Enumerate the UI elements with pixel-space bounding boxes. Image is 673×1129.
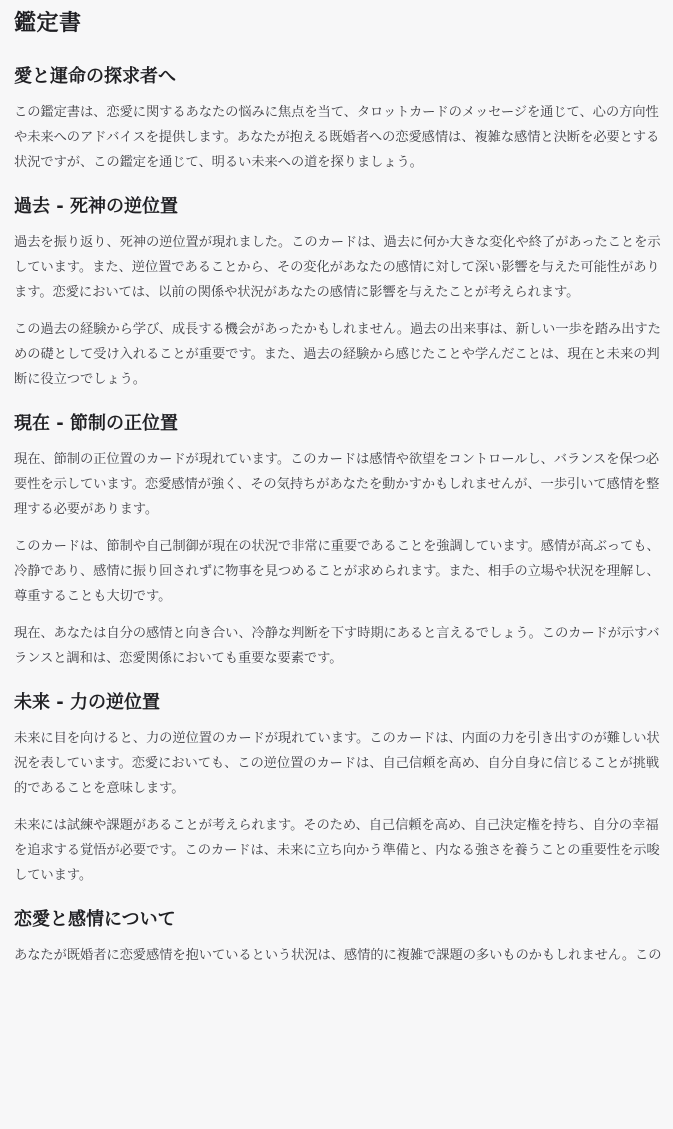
paragraph-future-2: 未来には試練や課題があることが考えられます。そのため、自己信頼を高め、自己決定権を持ち、自分の幸福を追求する覚悟が必要です。このカードは、未来に立ち向かう準備と、内なる強さを養うことの重要性を示唆しています。 bbox=[14, 818, 660, 883]
paragraph-present-2: このカードは、節制や自己制御が現在の状況で非常に重要であることを強調しています。感情が高ぶっても、冷静であり、感情に振り回されずに物事を見つめることが求められます。また、相手の立場や状況を理解し、尊重することも大切です。 bbox=[14, 539, 660, 604]
section-intro bbox=[14, 63, 663, 175]
section-present bbox=[14, 410, 663, 671]
section-past bbox=[14, 193, 663, 392]
section-heading-present: 現在 - 節制の正位置 bbox=[14, 413, 179, 434]
section-heading-intro: 愛と運命の探求者へ bbox=[14, 66, 176, 87]
paragraph-future-1: 未来に目を向けると、力の逆位置のカードが現れています。このカードは、内面の力を引き出すのが難しい状況を表しています。恋愛においても、この逆位置のカードは、自己信頼を高め、自分自身に信じることが挑戦的であることを意味します。 bbox=[14, 731, 660, 796]
paragraph-love-1: あなたが既婚者に恋愛感情を抱いているという状況は、感情的に複雑で課題の多いものかもしれません。この bbox=[14, 948, 662, 963]
section-future bbox=[14, 689, 663, 888]
section-heading-past: 過去 - 死神の逆位置 bbox=[14, 196, 179, 217]
page-title: 鑑定書 bbox=[14, 11, 82, 36]
paragraph-past-1: 過去を振り返り、死神の逆位置が現れました。このカードは、過去に何か大きな変化や終了があったことを示しています。また、逆位置であることから、その変化があなたの感情に対して深い影響を与えた可能性があります。恋愛においては、以前の関係や状況があなたの感情に影響を与えたことが考えられます。 bbox=[14, 235, 661, 300]
paragraph-intro-1: この鑑定書は、恋愛に関するあなたの悩みに焦点を当て、タロットカードのメッセージを通じて、心の方向性や未来へのアドバイスを提供します。あなたが抱える既婚者への恋愛感情は、複雑な感情と決断を必要とする状況ですが、この鑑定を通じて、明るい未来への道を探りましょう。 bbox=[14, 105, 660, 170]
section-heading-love: 恋愛と感情について bbox=[14, 909, 176, 930]
section-heading-future: 未来 - 力の逆位置 bbox=[14, 692, 161, 713]
paragraph-present-1: 現在、節制の正位置のカードが現れています。このカードは感情や欲望をコントロールし、バランスを保つ必要性を示しています。恋愛感情が強く、その気持ちがあなたを動かすかもしれませんが、一歩引いて感情を整理する必要があります。 bbox=[14, 452, 660, 517]
section-love bbox=[14, 906, 663, 968]
paragraph-past-2: この過去の経験から学び、成長する機会があったかもしれません。過去の出来事は、新しい一歩を踏み出すための礎として受け入れることが重要です。また、過去の経験から感じたことや学んだことは、現在と未来の判断に役立つでしょう。 bbox=[14, 322, 661, 387]
paragraph-present-3: 現在、あなたは自分の感情と向き合い、冷静な判断を下す時期にあると言えるでしょう。このカードが示すバランスと調和は、恋愛関係においても重要な要素です。 bbox=[14, 626, 660, 666]
